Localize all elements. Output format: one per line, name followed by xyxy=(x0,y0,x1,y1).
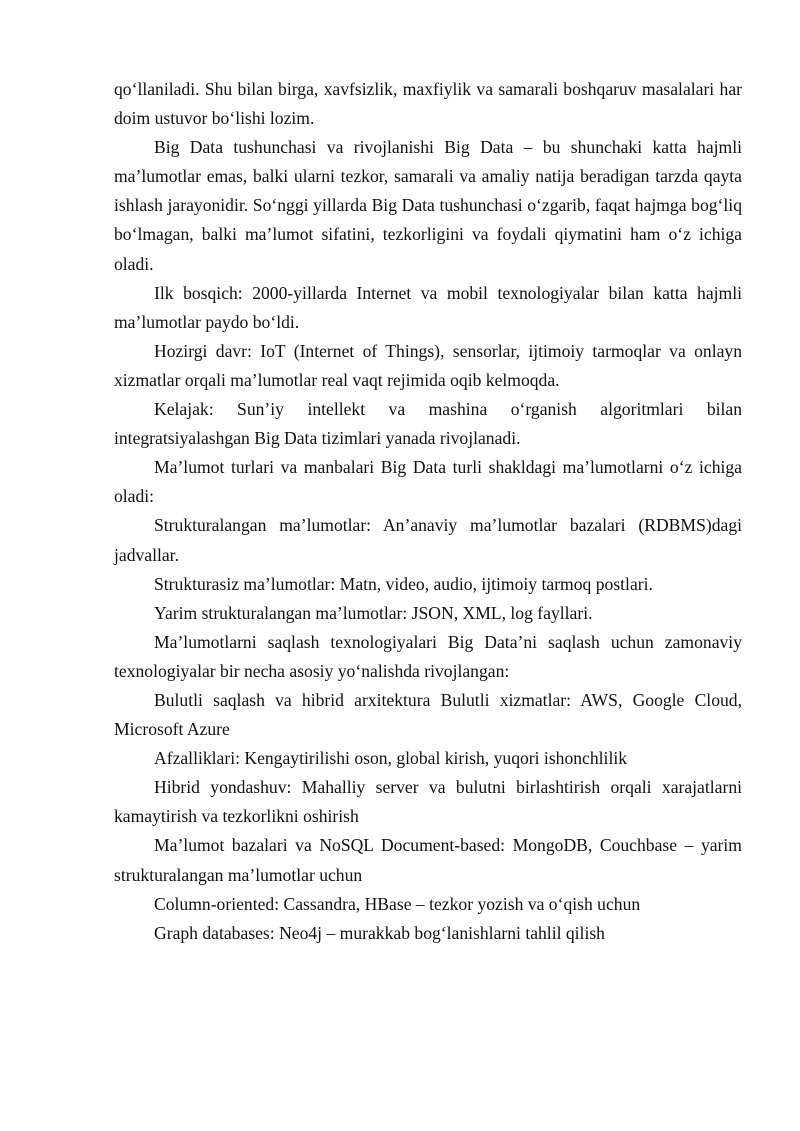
paragraph-storage-technologies: Ma’lumotlarni saqlash texnologiyalari Big Data’ni saqlash uchun zamonaviy texnologiyalar bir necha asosiy yo‘nalishda rivojlangan: xyxy=(114,631,742,681)
paragraph-nosql-document: Ma’lumot bazalari va NoSQL Document-based: MongoDB, Couchbase – yarim strukturalangan ma’lumotlar uchun xyxy=(114,835,742,885)
paragraph-data-types: Ma’lumot turlari va manbalari Big Data turli shakldagi ma’lumotlarni o‘z ichiga oladi: xyxy=(114,457,742,507)
paragraph-current-period: Hozirgi davr: IoT (Internet of Things), sensorlar, ijtimoiy tarmoqlar va onlayn xizmatlar orqali ma’lumotlar real vaqt rejimida oqib kelmoqda. xyxy=(114,340,742,390)
paragraph-future: Kelajak: Sun’iy intellekt va mashina o‘rganish algoritmlari bilan integratsiyalashgan Big Data tizimlari yanada rivojlanadi. xyxy=(114,399,742,449)
paragraph-advantages: Afzalliklari: Kengaytirilishi oson, global kirish, yuqori ishonchlilik xyxy=(154,748,628,769)
paragraph-unstructured-data: Strukturasiz ma’lumotlar: Matn, video, audio, ijtimoiy tarmoq postlari. xyxy=(154,573,653,594)
paragraph-column-oriented: Column-oriented: Cassandra, HBase – tezkor yozish va o‘qish uchun xyxy=(154,893,641,914)
paragraph-first-stage: Ilk bosqich: 2000-yillarda Internet va mobil texnologiyalar bilan katta hajmli ma’lumotlar paydo bo‘ldi. xyxy=(114,282,742,332)
paragraph-semi-structured-data: Yarim strukturalangan ma’lumotlar: JSON, XML, log fayllari. xyxy=(154,602,593,623)
paragraph-structured-data: Strukturalangan ma’lumotlar: An’anaviy ma’lumotlar bazalari (RDBMS)dagi jadvallar. xyxy=(114,515,742,565)
paragraph-graph-databases: Graph databases: Neo4j – murakkab bog‘lanishlarni tahlil qilish xyxy=(154,922,605,943)
paragraph-cloud-storage: Bulutli saqlash va hibrid arxitektura Bulutli xizmatlar: AWS, Google Cloud, Microsoft Azure xyxy=(114,689,742,740)
document-page xyxy=(114,75,742,948)
paragraph-big-data-concept: Big Data tushunchasi va rivojlanishi Big Data – bu shunchaki katta hajmli ma’lumotlar emas, balki ularni tezkor, samarali va amaliy natija beradigan tarzda qayta ishlash jarayonidir. So‘nggi yillarda Big Data tushunchasi o‘zgarib, faqat hajmga bog‘liq bo‘lmagan, balki ma’lumot sifatini, tezkorligini va foydali qiymatini ham o‘z ichiga oladi. xyxy=(114,137,742,274)
paragraph-continuation: qo‘llaniladi. Shu bilan birga, xavfsizlik, maxfiylik va samarali boshqaruv masalalari har doim ustuvor bo‘lishi lozim. xyxy=(114,79,742,129)
paragraph-hybrid-approach: Hibrid yondashuv: Mahalliy server va bulutni birlashtirish orqali xarajatlarni kamaytirish va tezkorlikni oshirish xyxy=(114,777,742,827)
